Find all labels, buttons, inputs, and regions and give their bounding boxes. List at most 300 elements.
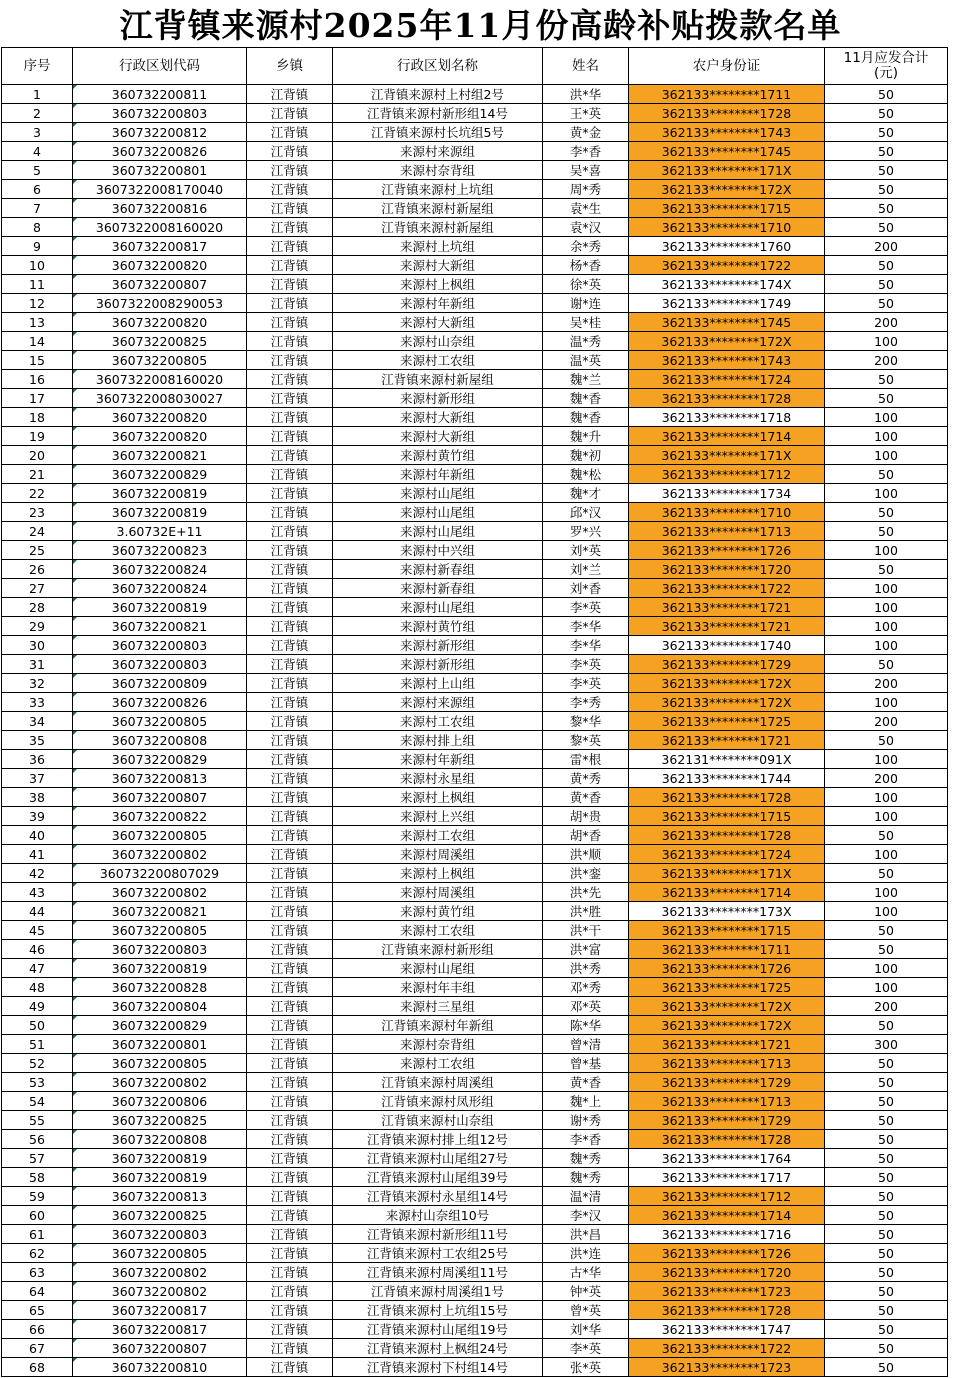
cell-id: 362133********1714 (629, 427, 825, 446)
cell-seq: 42 (2, 864, 73, 883)
cell-id: 362133********1743 (629, 351, 825, 370)
cell-seq: 59 (2, 1187, 73, 1206)
cell-town: 江背镇 (247, 370, 333, 389)
cell-amount: 50 (825, 294, 948, 313)
cell-town: 江背镇 (247, 1054, 333, 1073)
cell-name: 杨*香 (543, 256, 629, 275)
cell-id: 362133********1728 (629, 1130, 825, 1149)
cell-code: 360732200803 (73, 104, 247, 123)
cell-amount: 100 (825, 959, 948, 978)
cell-code: 360732200802 (73, 883, 247, 902)
cell-amount: 50 (825, 123, 948, 142)
table-row (2, 864, 948, 883)
cell-code: 360732200807029 (73, 864, 247, 883)
cell-id: 362133********1721 (629, 1035, 825, 1054)
cell-name: 黎*英 (543, 731, 629, 750)
cell-name: 邱*汉 (543, 503, 629, 522)
subsidy-table (1, 47, 948, 1377)
cell-amount: 50 (825, 1320, 948, 1339)
cell-code: 360732200829 (73, 750, 247, 769)
table-row (2, 389, 948, 408)
table-row (2, 1130, 948, 1149)
cell-name: 洪*秀 (543, 959, 629, 978)
header-name: 姓名 (543, 48, 629, 85)
cell-name: 李*香 (543, 142, 629, 161)
cell-name: 李*秀 (543, 693, 629, 712)
header-town: 乡镇 (247, 48, 333, 85)
table-row (2, 199, 948, 218)
cell-town: 江背镇 (247, 85, 333, 104)
cell-code: 360732200805 (73, 1244, 247, 1263)
cell-town: 江背镇 (247, 427, 333, 446)
cell-id: 362133********1726 (629, 959, 825, 978)
cell-town: 江背镇 (247, 1206, 333, 1225)
cell-code: 3.60732E+11 (73, 522, 247, 541)
cell-seq: 4 (2, 142, 73, 161)
cell-area: 来源村山奈组 (333, 332, 543, 351)
cell-id: 362133********1713 (629, 1054, 825, 1073)
cell-code: 360732200822 (73, 807, 247, 826)
cell-id: 362133********1723 (629, 1358, 825, 1377)
cell-name: 魏*秀 (543, 1168, 629, 1187)
cell-id: 362133********1728 (629, 389, 825, 408)
cell-seq: 3 (2, 123, 73, 142)
cell-amount: 50 (825, 1092, 948, 1111)
cell-name: 曾*英 (543, 1301, 629, 1320)
cell-code: 360732200819 (73, 1168, 247, 1187)
cell-town: 江背镇 (247, 769, 333, 788)
table-row (2, 275, 948, 294)
cell-area: 来源村年丰组 (333, 978, 543, 997)
cell-code: 360732200821 (73, 617, 247, 636)
table-row (2, 826, 948, 845)
page-title: 江背镇来源村2025年11月份高龄补贴拨款名单 (119, 6, 842, 45)
cell-seq: 41 (2, 845, 73, 864)
cell-name: 李*华 (543, 617, 629, 636)
table-row (2, 1206, 948, 1225)
table-row (2, 313, 948, 332)
cell-area: 来源村新形组 (333, 389, 543, 408)
cell-amount: 100 (825, 788, 948, 807)
cell-seq: 23 (2, 503, 73, 522)
table-row (2, 883, 948, 902)
cell-name: 魏*升 (543, 427, 629, 446)
cell-town: 江背镇 (247, 978, 333, 997)
cell-amount: 50 (825, 104, 948, 123)
cell-area: 来源村排上组 (333, 731, 543, 750)
cell-id: 362133********1710 (629, 503, 825, 522)
cell-town: 江背镇 (247, 522, 333, 541)
cell-town: 江背镇 (247, 1244, 333, 1263)
table-row (2, 1111, 948, 1130)
cell-area: 来源村年新组 (333, 750, 543, 769)
header-amount-line2: (元) (873, 65, 899, 81)
cell-town: 江背镇 (247, 351, 333, 370)
cell-id: 362133********1743 (629, 123, 825, 142)
cell-seq: 15 (2, 351, 73, 370)
cell-seq: 30 (2, 636, 73, 655)
cell-id: 362133********1764 (629, 1149, 825, 1168)
table-row (2, 788, 948, 807)
cell-id: 362133********172X (629, 997, 825, 1016)
cell-seq: 22 (2, 484, 73, 503)
cell-seq: 45 (2, 921, 73, 940)
cell-amount: 200 (825, 997, 948, 1016)
cell-id: 362133********1729 (629, 1073, 825, 1092)
cell-name: 李*英 (543, 1339, 629, 1358)
cell-area: 来源村年新组 (333, 294, 543, 313)
cell-town: 江背镇 (247, 541, 333, 560)
cell-name: 黄*秀 (543, 769, 629, 788)
cell-code: 360732200819 (73, 598, 247, 617)
cell-area: 江背镇来源村周溪组1号 (333, 1282, 543, 1301)
cell-town: 江背镇 (247, 598, 333, 617)
cell-seq: 17 (2, 389, 73, 408)
cell-amount: 100 (825, 693, 948, 712)
cell-name: 刘*兰 (543, 560, 629, 579)
cell-id: 362133********1712 (629, 465, 825, 484)
cell-town: 江背镇 (247, 1130, 333, 1149)
cell-seq: 33 (2, 693, 73, 712)
cell-id: 362133********1726 (629, 1244, 825, 1263)
cell-town: 江背镇 (247, 1339, 333, 1358)
cell-area: 江背镇来源村长坑组5号 (333, 123, 543, 142)
cell-area: 来源村周溪组 (333, 845, 543, 864)
table-row (2, 218, 948, 237)
cell-amount: 100 (825, 427, 948, 446)
cell-town: 江背镇 (247, 237, 333, 256)
cell-code: 360732200817 (73, 1301, 247, 1320)
cell-seq: 48 (2, 978, 73, 997)
cell-seq: 51 (2, 1035, 73, 1054)
cell-area: 江背镇来源村山奈组 (333, 1111, 543, 1130)
cell-id: 362133********1729 (629, 1111, 825, 1130)
cell-town: 江背镇 (247, 807, 333, 826)
cell-town: 江背镇 (247, 180, 333, 199)
cell-name: 魏*初 (543, 446, 629, 465)
cell-name: 谢*连 (543, 294, 629, 313)
cell-amount: 50 (825, 1244, 948, 1263)
cell-code: 360732200801 (73, 161, 247, 180)
cell-id: 362133********1747 (629, 1320, 825, 1339)
cell-seq: 1 (2, 85, 73, 104)
cell-town: 江背镇 (247, 104, 333, 123)
cell-code: 360732200802 (73, 1073, 247, 1092)
cell-area: 江背镇来源村年新组 (333, 1016, 543, 1035)
table-row (2, 370, 948, 389)
cell-code: 360732200802 (73, 1263, 247, 1282)
cell-code: 360732200813 (73, 1187, 247, 1206)
cell-town: 江背镇 (247, 256, 333, 275)
cell-area: 来源村永星组 (333, 769, 543, 788)
cell-name: 李*英 (543, 598, 629, 617)
cell-town: 江背镇 (247, 1168, 333, 1187)
cell-code: 360732200812 (73, 123, 247, 142)
table-row (2, 351, 948, 370)
cell-amount: 50 (825, 370, 948, 389)
cell-seq: 44 (2, 902, 73, 921)
cell-area: 来源村奈背组 (333, 1035, 543, 1054)
cell-seq: 40 (2, 826, 73, 845)
cell-area: 来源村上枫组 (333, 788, 543, 807)
cell-id: 362133********1728 (629, 788, 825, 807)
cell-seq: 21 (2, 465, 73, 484)
cell-id: 362133********1722 (629, 256, 825, 275)
cell-area: 江背镇来源村凤形组 (333, 1092, 543, 1111)
cell-code: 360732200829 (73, 465, 247, 484)
cell-area: 江背镇来源村上坑组 (333, 180, 543, 199)
cell-code: 360732200807 (73, 788, 247, 807)
cell-amount: 100 (825, 636, 948, 655)
cell-id: 362133********1711 (629, 940, 825, 959)
cell-name: 罗*兴 (543, 522, 629, 541)
cell-amount: 50 (825, 655, 948, 674)
cell-seq: 37 (2, 769, 73, 788)
cell-amount: 50 (825, 218, 948, 237)
table-row (2, 921, 948, 940)
cell-code: 360732200801 (73, 1035, 247, 1054)
cell-name: 魏*松 (543, 465, 629, 484)
cell-id: 362133********1745 (629, 313, 825, 332)
cell-name: 吴*喜 (543, 161, 629, 180)
cell-amount: 50 (825, 1073, 948, 1092)
table-row (2, 142, 948, 161)
cell-code: 360732200817 (73, 237, 247, 256)
cell-id: 362133********171X (629, 161, 825, 180)
header-seq: 序号 (2, 48, 73, 85)
cell-seq: 43 (2, 883, 73, 902)
cell-area: 来源村上兴组 (333, 807, 543, 826)
table-row (2, 522, 948, 541)
cell-town: 江背镇 (247, 1358, 333, 1377)
header-id: 农户身份证 (629, 48, 825, 85)
cell-code: 3607322008290053 (73, 294, 247, 313)
cell-town: 江背镇 (247, 712, 333, 731)
cell-amount: 100 (825, 408, 948, 427)
cell-amount: 200 (825, 769, 948, 788)
table-row (2, 1339, 948, 1358)
cell-name: 余*秀 (543, 237, 629, 256)
cell-town: 江背镇 (247, 940, 333, 959)
cell-code: 360732200802 (73, 845, 247, 864)
cell-id: 362133********1712 (629, 1187, 825, 1206)
cell-town: 江背镇 (247, 161, 333, 180)
cell-amount: 100 (825, 541, 948, 560)
table-row (2, 332, 948, 351)
cell-seq: 20 (2, 446, 73, 465)
cell-amount: 100 (825, 484, 948, 503)
table-row (2, 959, 948, 978)
cell-code: 360732200808 (73, 1130, 247, 1149)
cell-name: 袁*生 (543, 199, 629, 218)
cell-town: 江背镇 (247, 693, 333, 712)
cell-seq: 12 (2, 294, 73, 313)
cell-name: 谢*秀 (543, 1111, 629, 1130)
cell-area: 来源村山尾组 (333, 484, 543, 503)
cell-code: 360732200805 (73, 1054, 247, 1073)
cell-id: 362133********173X (629, 902, 825, 921)
table-row (2, 237, 948, 256)
cell-seq: 61 (2, 1225, 73, 1244)
cell-name: 黄*香 (543, 788, 629, 807)
cell-amount: 100 (825, 883, 948, 902)
header-amount-line1: 11月应发合计 (843, 50, 929, 66)
cell-seq: 34 (2, 712, 73, 731)
cell-id: 362133********1717 (629, 1168, 825, 1187)
cell-town: 江背镇 (247, 1073, 333, 1092)
cell-code: 360732200825 (73, 1206, 247, 1225)
cell-code: 360732200803 (73, 655, 247, 674)
cell-seq: 29 (2, 617, 73, 636)
cell-amount: 50 (825, 161, 948, 180)
cell-area: 来源村工农组 (333, 826, 543, 845)
cell-code: 360732200819 (73, 503, 247, 522)
cell-code: 360732200806 (73, 1092, 247, 1111)
cell-id: 362133********1728 (629, 826, 825, 845)
table-row (2, 940, 948, 959)
cell-town: 江背镇 (247, 1187, 333, 1206)
cell-town: 江背镇 (247, 1035, 333, 1054)
cell-id: 362133********1749 (629, 294, 825, 313)
cell-town: 江背镇 (247, 1282, 333, 1301)
cell-amount: 100 (825, 978, 948, 997)
cell-amount: 50 (825, 1016, 948, 1035)
cell-area: 江背镇来源村新屋组 (333, 370, 543, 389)
cell-code: 360732200810 (73, 1358, 247, 1377)
cell-area: 来源村山尾组 (333, 959, 543, 978)
table-row (2, 294, 948, 313)
cell-amount: 50 (825, 1130, 948, 1149)
cell-id: 362133********1728 (629, 104, 825, 123)
table-row (2, 104, 948, 123)
cell-id: 362133********174X (629, 275, 825, 294)
cell-town: 江背镇 (247, 1092, 333, 1111)
cell-name: 黄*金 (543, 123, 629, 142)
cell-code: 360732200819 (73, 959, 247, 978)
cell-amount: 50 (825, 1301, 948, 1320)
cell-town: 江背镇 (247, 883, 333, 902)
cell-town: 江背镇 (247, 674, 333, 693)
cell-seq: 58 (2, 1168, 73, 1187)
cell-town: 江背镇 (247, 1225, 333, 1244)
cell-id: 362133********1724 (629, 845, 825, 864)
cell-town: 江背镇 (247, 617, 333, 636)
cell-seq: 32 (2, 674, 73, 693)
cell-town: 江背镇 (247, 750, 333, 769)
table-row (2, 427, 948, 446)
cell-id: 362133********171X (629, 446, 825, 465)
cell-area: 来源村山尾组 (333, 522, 543, 541)
cell-area: 来源村新春组 (333, 579, 543, 598)
cell-area: 来源村山尾组 (333, 598, 543, 617)
cell-seq: 25 (2, 541, 73, 560)
cell-seq: 50 (2, 1016, 73, 1035)
cell-code: 360732200803 (73, 636, 247, 655)
cell-area: 来源村三星组 (333, 997, 543, 1016)
cell-amount: 50 (825, 826, 948, 845)
cell-code: 360732200826 (73, 142, 247, 161)
cell-area: 来源村大新组 (333, 313, 543, 332)
cell-name: 刘*香 (543, 579, 629, 598)
cell-code: 360732200816 (73, 199, 247, 218)
cell-id: 362133********1715 (629, 199, 825, 218)
cell-id: 362133********1722 (629, 579, 825, 598)
cell-town: 江背镇 (247, 560, 333, 579)
cell-seq: 52 (2, 1054, 73, 1073)
table-row (2, 731, 948, 750)
cell-code: 360732200823 (73, 541, 247, 560)
cell-code: 360732200805 (73, 351, 247, 370)
cell-seq: 2 (2, 104, 73, 123)
cell-id: 362133********1713 (629, 522, 825, 541)
cell-id: 362133********1722 (629, 1339, 825, 1358)
cell-amount: 50 (825, 1168, 948, 1187)
cell-seq: 57 (2, 1149, 73, 1168)
table-row (2, 1282, 948, 1301)
cell-name: 魏*才 (543, 484, 629, 503)
cell-area: 来源村新春组 (333, 560, 543, 579)
table-row (2, 674, 948, 693)
cell-town: 江背镇 (247, 294, 333, 313)
cell-amount: 50 (825, 560, 948, 579)
cell-name: 王*英 (543, 104, 629, 123)
cell-area: 江背镇来源村山尾组19号 (333, 1320, 543, 1339)
cell-name: 洪*富 (543, 940, 629, 959)
cell-area: 来源村工农组 (333, 712, 543, 731)
table-row (2, 617, 948, 636)
cell-town: 江背镇 (247, 921, 333, 940)
cell-name: 徐*英 (543, 275, 629, 294)
cell-amount: 300 (825, 1035, 948, 1054)
cell-seq: 7 (2, 199, 73, 218)
cell-id: 362133********1714 (629, 1206, 825, 1225)
cell-town: 江背镇 (247, 636, 333, 655)
cell-area: 江背镇来源村山尾组27号 (333, 1149, 543, 1168)
cell-seq: 66 (2, 1320, 73, 1339)
table-row (2, 1054, 948, 1073)
cell-amount: 50 (825, 465, 948, 484)
cell-town: 江背镇 (247, 199, 333, 218)
cell-code: 360732200824 (73, 579, 247, 598)
cell-seq: 27 (2, 579, 73, 598)
cell-name: 刘*英 (543, 541, 629, 560)
cell-name: 黎*华 (543, 712, 629, 731)
cell-name: 李*英 (543, 655, 629, 674)
cell-seq: 53 (2, 1073, 73, 1092)
cell-amount: 200 (825, 712, 948, 731)
cell-town: 江背镇 (247, 389, 333, 408)
cell-area: 来源村来源组 (333, 142, 543, 161)
cell-code: 360732200820 (73, 427, 247, 446)
cell-area: 江背镇来源村永星组14号 (333, 1187, 543, 1206)
cell-name: 李*汉 (543, 1206, 629, 1225)
header-code: 行政区划代码 (73, 48, 247, 85)
cell-id: 362133********1710 (629, 218, 825, 237)
cell-area: 来源村大新组 (333, 427, 543, 446)
cell-amount: 50 (825, 1282, 948, 1301)
cell-seq: 63 (2, 1263, 73, 1282)
cell-code: 360732200817 (73, 1320, 247, 1339)
cell-name: 胡*贵 (543, 807, 629, 826)
cell-name: 胡*香 (543, 826, 629, 845)
cell-seq: 49 (2, 997, 73, 1016)
cell-id: 362133********1721 (629, 617, 825, 636)
cell-id: 362133********171X (629, 864, 825, 883)
cell-area: 来源村上山组 (333, 674, 543, 693)
cell-code: 360732200807 (73, 1339, 247, 1358)
cell-town: 江背镇 (247, 218, 333, 237)
cell-id: 362133********1724 (629, 370, 825, 389)
